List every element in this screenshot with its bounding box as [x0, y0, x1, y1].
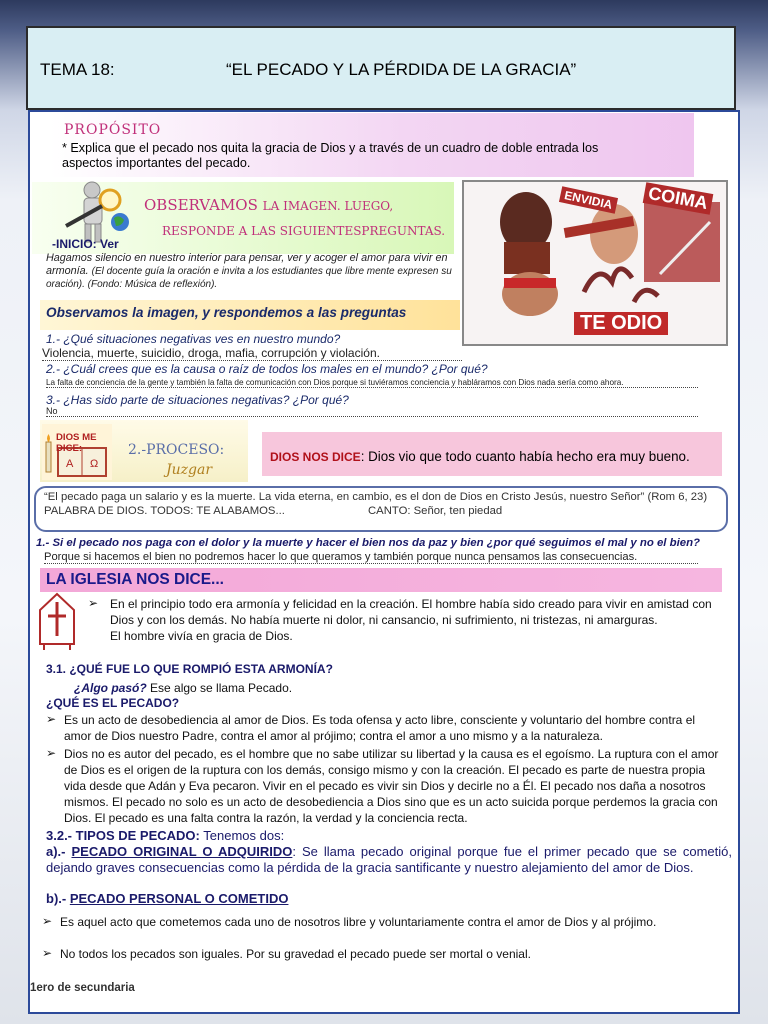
footer-grade: 1ero de secundaria [30, 982, 135, 994]
bullet-arrow-icon: ➢ [42, 946, 53, 960]
bullet-arrow-icon: ➢ [88, 596, 99, 610]
dios-nos-dice-label: DIOS NOS DICE [270, 450, 361, 464]
silencio-text [46, 252, 458, 292]
inicio-label: -INICIO: Ver [52, 237, 119, 251]
bullet-arrow-icon: ➢ [46, 712, 57, 726]
question-2: 2.- ¿Cuál crees que es la causa o raíz de todos los males en el mundo? ¿Por qué? [46, 362, 488, 376]
observamos-word: OBSERVAMOS [144, 196, 258, 214]
iglesia-paragraph-1b: El hombre vivía en gracia de Dios. [110, 629, 293, 643]
observamos-rest2: RESPONDE A LAS SIGUIENTESPREGUNTAS. [162, 224, 446, 238]
pecado-personal-title: PECADO PERSONAL O COMETIDO [69, 891, 289, 906]
pecado-personal-bullet-2: No todos los pecados son iguales. Por su gravedad el pecado puede ser mortal o venial. [60, 947, 531, 961]
pecado-bullet-1: Es un acto de desobediencia al amor de Dios. Es toda ofensa y acto libre, consciente y voluntario del hombre contra el amor de Dios nuestro Padre, contra el amor al prójimo; contra el amor a uno mismo y a la naturaleza. [64, 713, 696, 743]
pecado-original-paragraph [46, 844, 732, 875]
collage-label-envidia: ENVIDIA [559, 186, 618, 213]
tipos-heading [46, 828, 284, 843]
tipos-heading-rest: Tenemos dos: [199, 828, 285, 843]
proceso-question: 1.- Si el pecado nos paga con el dolor y la muerte y hacer el bien nos da paz y bien ¿por qué seguimos el mal y no el bien? [36, 537, 700, 549]
silencio-main: Hagamos silencio en nuestro interior para pensar, ver y acoger el amor para vivir en armonía. [46, 252, 448, 277]
collage-label-te-odio: TE ODIO [574, 312, 668, 335]
b-prefix: b).- [46, 891, 70, 906]
bullet-arrow-icon: ➢ [42, 914, 53, 928]
dios-me-dice-label: DIOS ME DICE: [56, 432, 97, 454]
tema-number: TEMA 18: [40, 60, 115, 79]
proceso-title: 2.-PROCESO: [128, 442, 225, 458]
que-es-pecado-heading: ¿QUÉ ES EL PECADO? [46, 696, 180, 710]
pecado-personal-heading [46, 891, 288, 906]
heading-3-1: 3.1. ¿QUÉ FUE LO QUE ROMPIÓ ESTA ARMONÍA? [46, 662, 333, 676]
iglesia-paragraph-1: En el principio todo era armonía y felicidad en la creación. El hombre había sido creado para vivir en amistad con Dios y con los demás. No había muerte ni dolor, ni cansancio, ni sufrimiento, ni tristezas, ni amarguras. [110, 597, 712, 627]
proposito-title: PROPÓSITO [64, 122, 162, 138]
a-prefix: a).- [46, 844, 72, 859]
proposito-text: * Explica que el pecado nos quita la gracia de Dios y a través de un cuadro de doble entrada los aspectos importantes del pecado. [62, 141, 599, 170]
bullet-arrow-icon: ➢ [46, 746, 57, 760]
dios-nos-dice-text [270, 449, 690, 464]
answer-1: Violencia, muerte, suicidio, droga, mafia, corrupción y violación. [42, 346, 462, 361]
silencio-note: (El docente guía la oración e invita a los estudiantes que libre mente expresen su oración). (Fondo: Música de reflexión). [46, 265, 452, 291]
algo-paso-bold: ¿Algo pasó? [74, 681, 147, 695]
verse-text [44, 490, 720, 518]
tipos-heading-bold: 3.2.- TIPOS DE PECADO: [46, 828, 200, 843]
question-3: 3.- ¿Has sido parte de situaciones negativas? ¿Por qué? [46, 393, 349, 407]
observamos-rest1: LA IMAGEN. LUEGO, [262, 199, 394, 213]
algo-paso-rest: Ese algo se llama Pecado. [146, 681, 293, 695]
dios-me-dice-badge [42, 424, 112, 480]
proceso-answer: Porque si hacemos el bien no podremos hacer lo que queramos y también porque nunca pensamos las consecuencias. [44, 551, 698, 564]
iglesia-title: LA IGLESIA NOS DICE... [46, 571, 224, 588]
pecado-original-text: : Se llama pecado original porque fue el primer pecado que se cometió, dejando graves consecuencias como la pérdida de la gracia santificante y nuestro alejamiento del amor de Dios. [46, 844, 732, 875]
observamos-band-text: Observamos la imagen, y respondemos a las preguntas [46, 305, 407, 320]
pecado-personal-bullet-1: Es aquel acto que cometemos cada uno de nosotros libre y voluntariamente contra el amor de Dios y al prójimo. [60, 915, 657, 929]
title-box [26, 26, 736, 110]
collage-label-coima: COIMA [643, 182, 714, 214]
omega-glyph: Ω [90, 458, 99, 470]
question-1: 1.- ¿Qué situaciones negativas ves en nuestro mundo? [46, 332, 341, 346]
page-title: “EL PECADO Y LA PÉRDIDA DE LA GRACIA” [226, 60, 577, 79]
answer-3: No [46, 406, 698, 417]
canto-text: CANTO: Señor, ten piedad [368, 505, 503, 517]
verse-quote: “El pecado paga un salario y es la muerte. La vida eterna, en cambio, es el don de Dios en Cristo Jesús, nuestro Señor” (Rom 6, 23) PALABRA DE DIOS. TODOS: TE ALABAMOS... [44, 491, 708, 517]
alpha-glyph: A [66, 458, 74, 470]
answer-2: La falta de conciencia de la gente y también la falta de comunicación con Dios porque si tuviéramos conciencia y habláramos con Dios nada sería como ahora. [46, 378, 698, 388]
observamos-heading [144, 196, 393, 214]
dios-nos-dice-quote: : Dios vio que todo cuanto había hecho era muy bueno. [360, 449, 690, 464]
mitre-icon [36, 592, 78, 650]
proceso-subtitle: Juzgar [166, 462, 213, 478]
algo-paso-line [74, 680, 292, 696]
pecado-original-title: PECADO ORIGINAL O ADQUIRIDO [71, 844, 293, 859]
sin-collage-image [462, 180, 728, 346]
pecado-bullet-2: Dios no es autor del pecado, es el hombre que no sabe utilizar su libertad y la causa es el egoísmo. La ruptura con el amor de Dios es el origen de la ruptura con los demás, consigo mismo y con la creación. El pecado es parte de nuestra propia vida desde que Adán y Eva pecaron. Vivir en el pecado es vivir sin Dios y decirle no a Él. El pecado nos daña a nosotros mismos. El pecado no solo es un acto de desobediencia a Dios sino que es un acto suicida porque perdemos la gracia con Dios. El pecado es una falta contra la razón, la verdad y la conciencia recta. [64, 747, 719, 825]
